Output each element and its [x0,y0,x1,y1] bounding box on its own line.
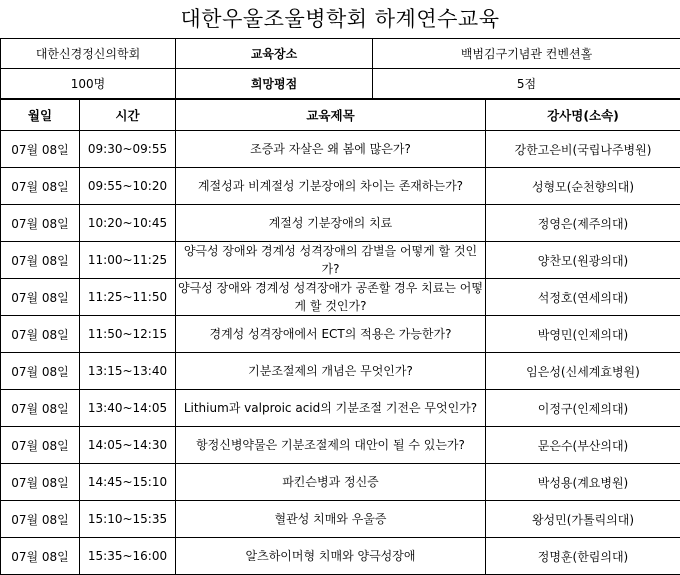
info-row-score [1,69,680,99]
cell-lecturer: 성형모(순천향의대) [486,168,680,205]
cell-time: 11:50~12:15 [80,316,176,353]
table-row [1,353,680,390]
cell-date: 07월 08일 [1,131,80,168]
cell-lecturer: 왕성민(가톨릭의대) [486,501,680,538]
score-label: 희망평점 [176,69,373,99]
cell-date: 07월 08일 [1,427,80,464]
table-row [1,538,680,575]
table-row [1,205,680,242]
cell-topic: 경계성 성격장애에서 ECT의 적용은 가능한가? [176,316,486,353]
cell-topic: 파킨슨병과 정신증 [176,464,486,501]
cell-date: 07월 08일 [1,205,80,242]
cell-lecturer: 박성용(계요병원) [486,464,680,501]
cell-date: 07월 08일 [1,242,80,279]
cell-time: 13:40~14:05 [80,390,176,427]
header-time: 시간 [80,100,176,131]
table-row [1,427,680,464]
cell-topic: 항정신병약물은 기분조절제의 대안이 될 수 있는가? [176,427,486,464]
table-row [1,242,680,279]
cell-topic: 혈관성 치매와 우울증 [176,501,486,538]
cell-topic: 기분조절제의 개념은 무엇인가? [176,353,486,390]
cell-lecturer: 석정호(연세의대) [486,279,680,316]
table-row [1,131,680,168]
capacity-cell: 100명 [1,69,176,99]
cell-lecturer: 문은수(부산의대) [486,427,680,464]
cell-lecturer: 박영민(인제의대) [486,316,680,353]
cell-time: 10:20~10:45 [80,205,176,242]
cell-date: 07월 08일 [1,501,80,538]
header-date: 월일 [1,100,80,131]
cell-time: 09:30~09:55 [80,131,176,168]
table-row [1,501,680,538]
info-row-venue [1,39,680,69]
cell-date: 07월 08일 [1,464,80,501]
organizer-cell: 대한신경정신의학회 [1,39,176,69]
cell-date: 07월 08일 [1,390,80,427]
info-table [0,38,680,99]
cell-date: 07월 08일 [1,316,80,353]
cell-time: 14:05~14:30 [80,427,176,464]
cell-time: 13:15~13:40 [80,353,176,390]
venue-value: 백범김구기념관 컨벤션홀 [373,39,680,69]
table-header-row [1,100,680,131]
cell-date: 07월 08일 [1,353,80,390]
cell-lecturer: 정영은(제주의대) [486,205,680,242]
cell-date: 07월 08일 [1,538,80,575]
table-row [1,279,680,316]
header-topic: 교육제목 [176,100,486,131]
cell-topic: 양극성 장애와 경계성 성격장애의 감별을 어떻게 할 것인가? [176,242,486,279]
cell-topic: Lithium과 valproic acid의 기분조절 기전은 무엇인가? [176,390,486,427]
table-row [1,168,680,205]
table-row [1,316,680,353]
table-row [1,464,680,501]
cell-time: 15:10~15:35 [80,501,176,538]
table-row [1,390,680,427]
cell-topic: 양극성 장애와 경계성 성격장애가 공존할 경우 치료는 어떻게 할 것인가? [176,279,486,316]
cell-topic: 조증과 자살은 왜 봄에 많은가? [176,131,486,168]
cell-time: 14:45~15:10 [80,464,176,501]
cell-topic: 알츠하이머형 치매와 양극성장애 [176,538,486,575]
cell-lecturer: 양찬모(원광의대) [486,242,680,279]
page-title: 대한우울조울병학회 하계연수교육 [180,7,500,31]
cell-time: 11:00~11:25 [80,242,176,279]
cell-time: 11:25~11:50 [80,279,176,316]
cell-lecturer: 임은성(신세계효병원) [486,353,680,390]
cell-date: 07월 08일 [1,168,80,205]
cell-lecturer: 이정구(인제의대) [486,390,680,427]
schedule-table [0,99,680,575]
cell-lecturer: 강한고은비(국립나주병원) [486,131,680,168]
cell-time: 15:35~16:00 [80,538,176,575]
venue-label: 교육장소 [176,39,373,69]
cell-topic: 계절성 기분장애의 치료 [176,205,486,242]
score-value: 5점 [373,69,680,99]
cell-topic: 계절성과 비계절성 기분장애의 차이는 존재하는가? [176,168,486,205]
cell-time: 09:55~10:20 [80,168,176,205]
cell-date: 07월 08일 [1,279,80,316]
cell-lecturer: 정명훈(한림의대) [486,538,680,575]
header-lecturer: 강사명(소속) [486,100,680,131]
